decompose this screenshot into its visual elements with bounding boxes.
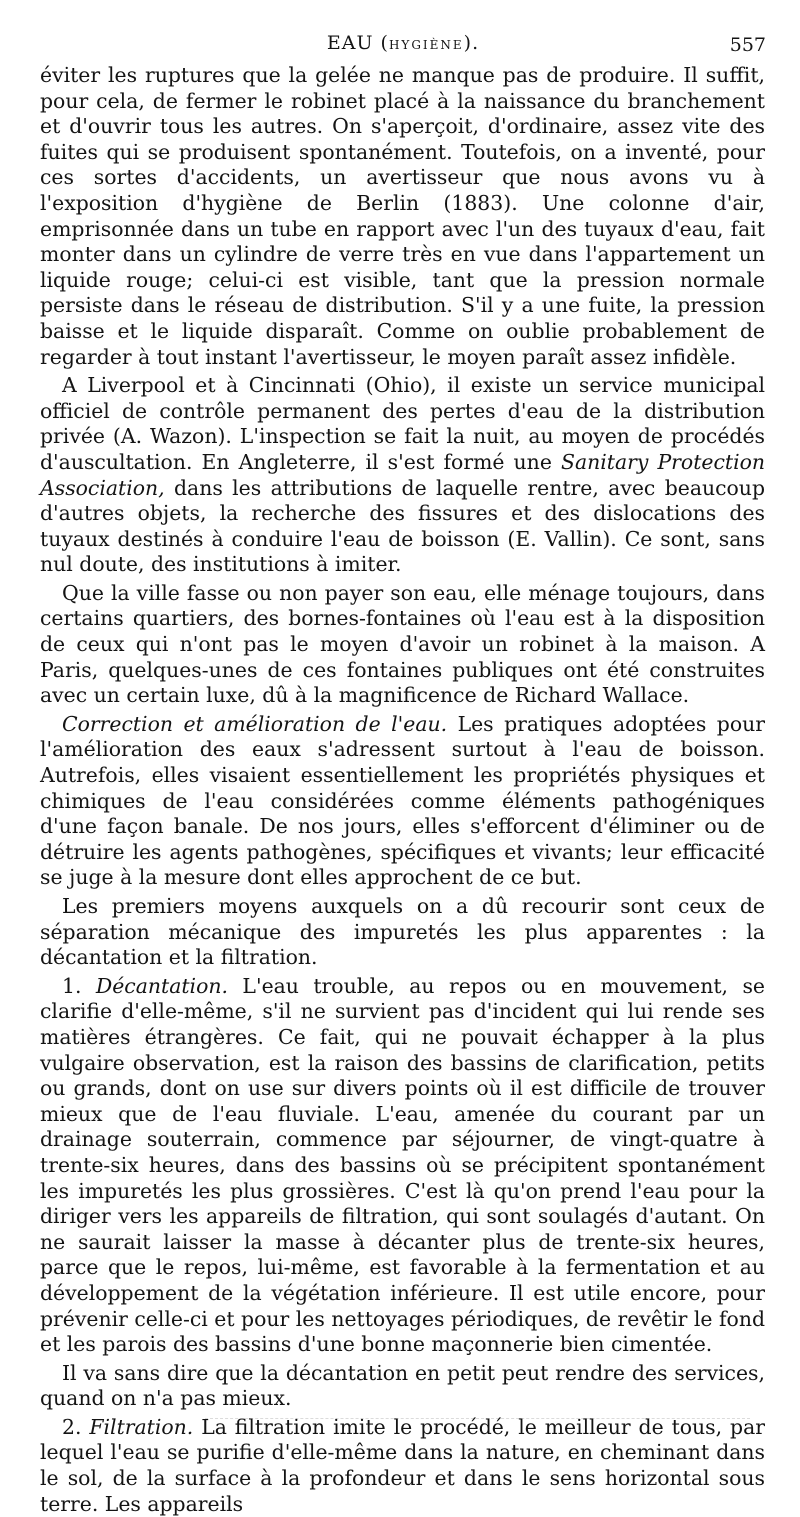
- running-title-subtitle: HYGIÈNE: [388, 38, 464, 52]
- section-heading-decantation: Décantation.: [95, 973, 228, 998]
- paragraph-public-fountains: Que la ville fasse ou non payer son eau, elle ménage toujours, dans certains quartiers, des bornes-fontaines où l'eau est à la disposition de ceux qui n'ont pas le moyen d'avoir un robinet à la maison. A Paris, quelques-unes de ces fontaines publiques ont été construites avec un certain luxe, dû à la magnificence de Richard Wallace.: [40, 580, 765, 708]
- footer-bleed-line: [205, 1418, 750, 1419]
- section-heading-filtration: Filtration.: [89, 1414, 194, 1439]
- section-heading-correction: Correction et amélioration de l'eau.: [62, 711, 448, 736]
- running-title-main: EAU: [326, 32, 374, 54]
- paragraph-leak-inspection: A Liverpool et à Cincinnati (Ohio), il existe un service municipal officiel de contrôle permanent des pertes d'eau de la distribution privée (A. Wazon). L'inspection se fait la nuit, au moyen de procédés d'auscultation. En Angleterre, il s'est formé une Sanitary Protection Association, dans les attributions de laquelle rentre, avec beaucoup d'autres objets, la recherche des fissures et des dislocations des tuyaux destinés à conduire l'eau de boisson (E. Vallin). Ce sont, sans nul doute, des institutions à imiter.: [40, 373, 765, 577]
- italic-association-name: Sanitary Protection Association,: [40, 449, 765, 500]
- paragraph-small-decantation: Il va sans dire que la décantation en petit peut rendre des services, quand on n'a pas mieux.: [40, 1360, 765, 1411]
- running-header: [40, 30, 766, 60]
- paragraph-separation-means: Les premiers moyens auxquels on a dû recourir sont ceux de séparation mécanique des impuretés les plus apparentes : la décantation et la filtration.: [40, 894, 765, 970]
- paragraph-decantation: 1. Décantation. L'eau trouble, au repos ou en mouvement, se clarifie d'elle-même, s'il ne survient pas d'incident qui lui rende ses matières étrangères. Ce fait, qui ne pouvait échapper à la plus vulgaire observation, est la raison des bassins de clarification, petits ou grands, dont on use sur divers points où il est difficile de trouver mieux que de l'eau fluviale. L'eau, amenée du courant par un drainage souterrain, commence par séjourner, de vingt-quatre à trente-six heures, dans des bassins où se précipitent spontanément les impuretés les plus grossières. C'est là qu'on prend l'eau pour la diriger vers les appareils de filtration, qui sont soulagés d'autant. On ne saurait laisser la masse à décanter plus de trente-six heures, parce que le repos, lui-même, est favorable à la fermentation et au développement de la végétation inférieure. Il est utile encore, pour prévenir celle-ci et pour les nettoyages périodiques, de revêtir le fond et les parois des bassins d'une bonne maçonnerie bien cimentée.: [40, 973, 766, 1357]
- running-title: EAU (HYGIÈNE).: [326, 32, 480, 54]
- page-number: 557: [729, 34, 766, 56]
- body-text: [40, 63, 765, 1517]
- paragraph-filtration: 2. Filtration. La filtration imite le procédé, le meilleur de tous, par lequel l'eau se purifie d'elle-même dans la nature, en cheminant dans le sol, de la surface à la profondeur et dans le sens horizontal sous terre. Les appareils: [40, 1414, 765, 1516]
- paragraph-water-improvement: Correction et amélioration de l'eau. Les pratiques adoptées pour l'amélioration des eaux s'adressent surtout à l'eau de boisson. Autrefois, elles visaient essentiellement les propriétés physiques et chimiques de l'eau considérées comme éléments pathogéniques d'une façon banale. De nos jours, elles s'efforcent d'éliminer ou de détruire les agents pathogènes, spécifiques et vivants; leur efficacité se juge à la mesure dont elles approchent de ce but.: [40, 711, 765, 890]
- paragraph-water-leak-alarm: éviter les ruptures que la gelée ne manque pas de produire. Il suffit, pour cela, de fermer le robinet placé à la naissance du branchement et d'ouvrir tous les autres. On s'aperçoit, d'ordinaire, assez vite des fuites qui se produisent spontanément. Toutefois, on a inventé, pour ces sortes d'accidents, un avertisseur que nous avons vu à l'exposition d'hygiène de Berlin (1883). Une colonne d'air, emprisonnée dans un tube en rapport avec l'un des tuyaux d'eau, fait monter dans un cylindre de verre très en vue dans l'appartement un liquide rouge; celui-ci est visible, tant que la pression normale persiste dans le réseau de distribution. S'il y a une fuite, la pression baisse et le liquide disparaît. Comme on oublie probablement de regarder à tout instant l'avertisseur, le moyen paraît assez infidèle.: [40, 63, 765, 369]
